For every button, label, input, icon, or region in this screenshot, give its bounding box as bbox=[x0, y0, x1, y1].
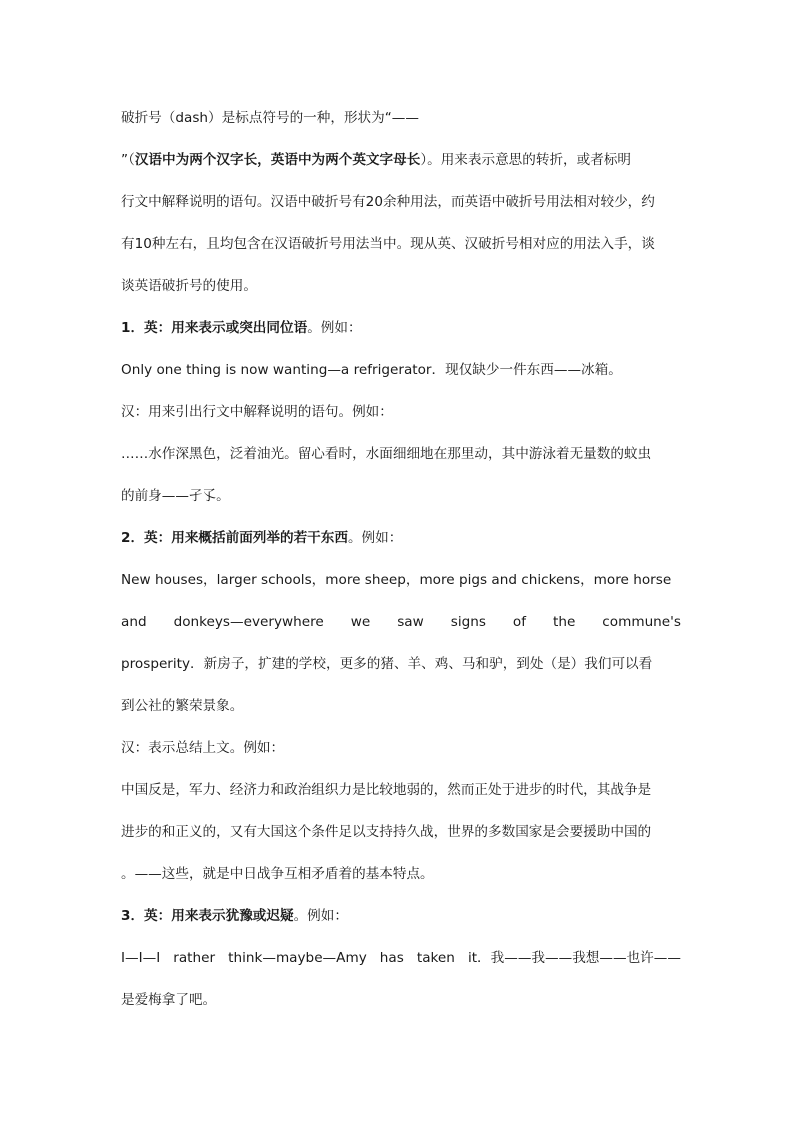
paragraph-intro-line-5: 谈英语破折号的使用。 bbox=[121, 278, 257, 294]
section-3-example-line-1: I—I—I rather think—maybe—Amy has taken it．我——我——我想——也许—— bbox=[121, 950, 681, 966]
section-2-example-line-1: New houses，larger schools，more sheep，more pigs and chickens，more horse bbox=[121, 572, 672, 588]
section-2-chinese-usage: 汉：表示总结上文。例如： bbox=[121, 740, 285, 756]
section-2-example-line-4: 到公社的繁荣景象。 bbox=[121, 698, 244, 714]
section-2-chinese-example-line-3: 。——这些，就是中日战争互相矛盾着的基本特点。 bbox=[121, 866, 434, 882]
section-2-chinese-example-line-1: 中国反是，军力、经济力和政治组织力是比较地弱的，然而正处于进步的时代，其战争是 bbox=[121, 782, 652, 798]
paragraph-intro-line-1: 破折号（dash）是标点符号的一种，形状为“—— bbox=[121, 110, 419, 126]
section-1-heading: 1．英：用来表示或突出同位语。例如： bbox=[121, 320, 362, 336]
paragraph-intro-line-2: ”（汉语中为两个汉字长，英语中为两个英文字母长）。用来表示意思的转折，或者标明 bbox=[121, 152, 632, 168]
section-3-heading: 3．英：用来表示犹豫或迟疑。例如： bbox=[121, 908, 348, 924]
section-1-chinese-example-line-2: 的前身——孑孓。 bbox=[121, 488, 230, 504]
section-2-example-line-2: and donkeys—everywhere we saw signs of the commune's bbox=[121, 614, 681, 630]
bold-emphasis: 汉语中为两个汉字长，英语中为两个英文字母长 bbox=[134, 152, 421, 168]
section-1-chinese-usage: 汉：用来引出行文中解释说明的语句。例如： bbox=[121, 404, 393, 420]
paragraph-intro-line-4: 有10种左右，且均包含在汉语破折号用法当中。现从英、汉破折号相对应的用法入手，谈 bbox=[121, 236, 655, 252]
section-2-chinese-example-line-2: 进步的和正义的，又有大国这个条件足以支持持久战，世界的多数国家是会要援助中国的 bbox=[121, 824, 652, 840]
section-2-example-line-3: prosperity．新房子，扩建的学校，更多的猪、羊、鸡、马和驴，到处（是）我们可以看 bbox=[121, 656, 653, 672]
section-1-chinese-example-line-1: ……水作深黑色，泛着油光。留心看时，水面细细地在那里动，其中游泳着无量数的蚊虫 bbox=[121, 446, 652, 462]
section-3-example-line-2: 是爱梅拿了吧。 bbox=[121, 992, 217, 1008]
section-1-example: Only one thing is now wanting—a refrigerator．现仅缺少一件东西——冰箱。 bbox=[121, 362, 622, 378]
section-2-heading: 2．英：用来概括前面列举的若干东西。例如： bbox=[121, 530, 403, 546]
paragraph-intro-line-3: 行文中解释说明的语句。汉语中破折号有20余种用法，而英语中破折号用法相对较少，约 bbox=[121, 194, 655, 210]
